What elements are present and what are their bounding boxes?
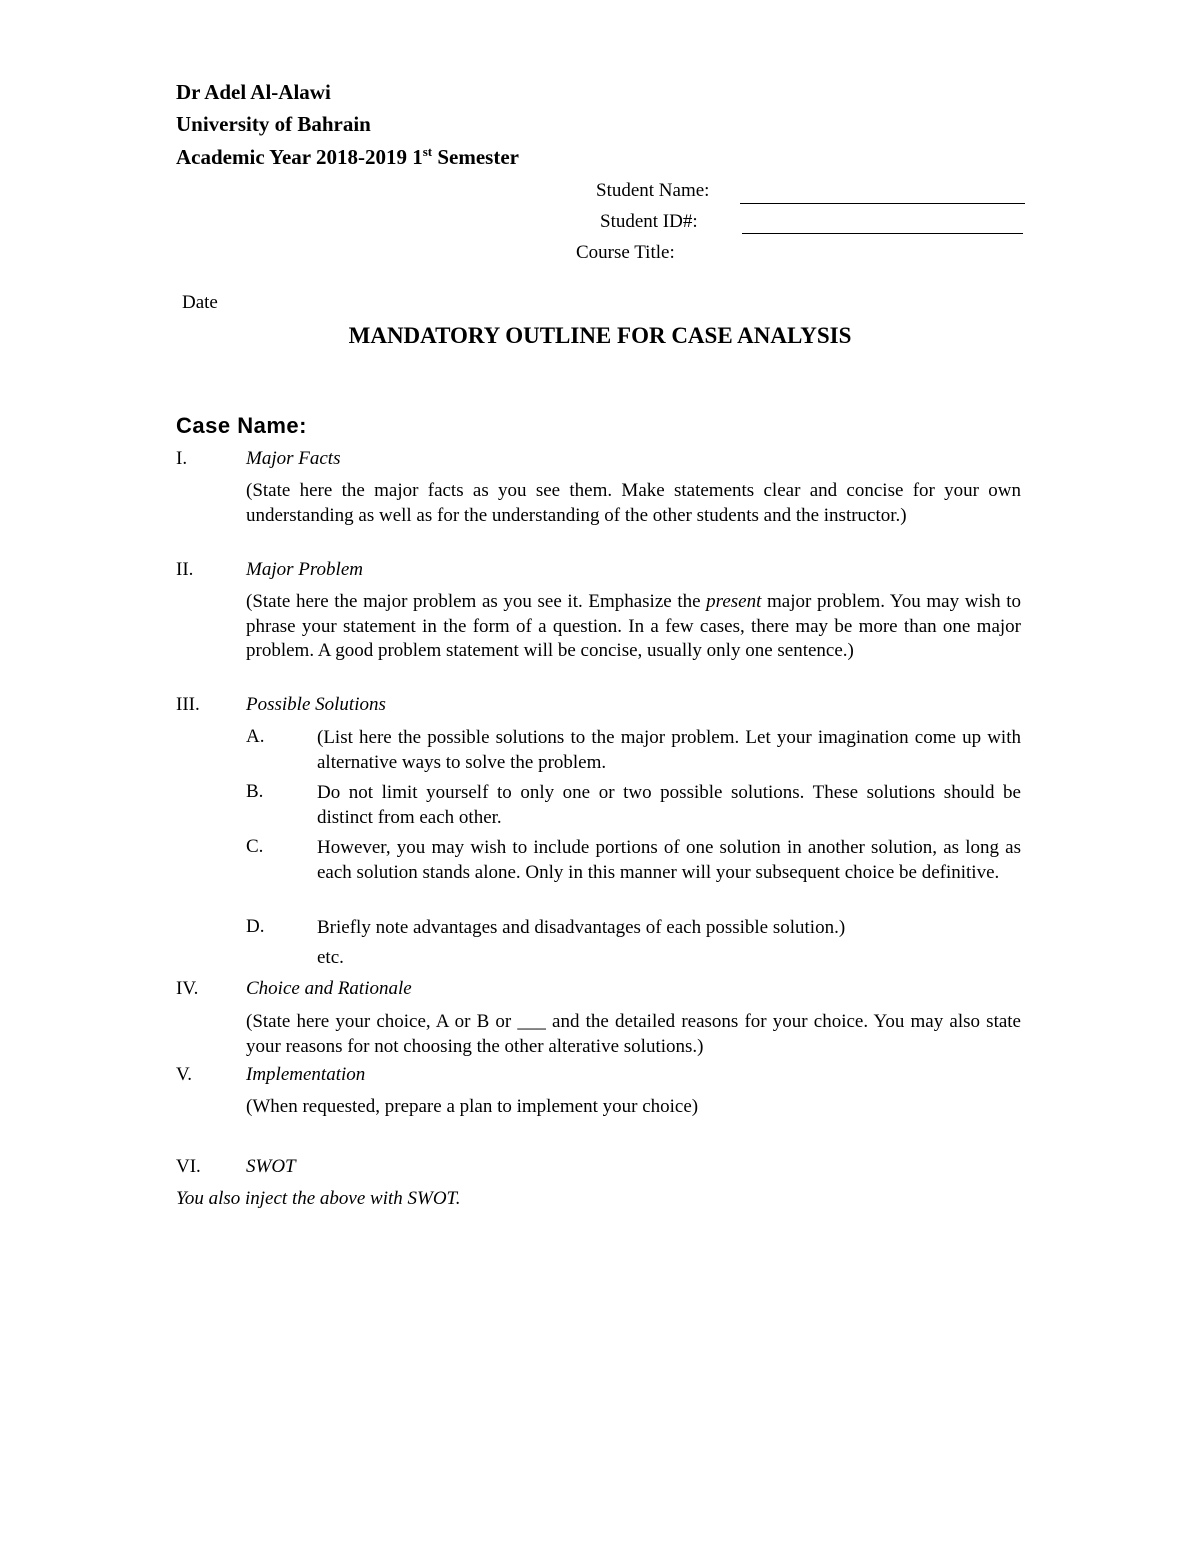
section-2-text-part-b: major problem. You may wish to phrase your statement in the form of a question. In a few cases, there may be more than one major problem. A good problem statement will be concise, usually only one sentence.) [246,591,1021,661]
student-id-line[interactable] [742,233,1023,234]
section-6-number: VI. [176,1156,201,1177]
section-1-text: (State here the major facts as you see them. Make statements clear and concise for your own understanding as well as for the understanding of the other students and the instructor.) [246,480,1021,526]
section-4-title: Choice and Rationale [246,978,412,999]
section-5-text: (When requested, prepare a plan to implement your choice) [246,1096,699,1117]
university-name: University of Bahrain [176,112,371,136]
case-name-label: Case Name: [176,413,307,438]
solution-b-label: B. [246,781,264,802]
section-2-title: Major Problem [246,559,363,580]
section-2-text-emphasis: present [706,591,762,612]
section-2-number: II. [176,559,194,580]
section-3-title: Possible Solutions [246,694,386,715]
solution-b-text: Do not limit yourself to only one or two possible solutions. These solutions should be distinct from each other. [317,782,1021,828]
solution-c-text: However, you may wish to include portions of one solution in another solution, as long as each solution stands alone. Only in this manner will your subsequent choice be definitive. [317,837,1021,883]
student-name-label: Student Name: [596,180,710,201]
solution-c-label: C. [246,836,264,857]
course-title-label: Course Title: [576,242,675,263]
section-6-title: SWOT [246,1156,296,1177]
student-id-label: Student ID#: [600,211,698,232]
page-title: MANDATORY OUTLINE FOR CASE ANALYSIS [348,323,852,348]
section-3-number: III. [176,694,200,715]
academic-year-text: Academic Year 2018-2019 1 [176,145,423,169]
swot-note: You also inject the above with SWOT. [176,1188,461,1209]
solution-a-text: (List here the possible solutions to the major problem. Let your imagination come up with alternative ways to solve the problem. [317,727,1021,773]
section-5-number: V. [176,1064,193,1085]
section-2-text [246,590,1021,664]
student-name-line[interactable] [740,203,1025,204]
solution-a-label: A. [246,726,265,747]
author-name: Dr Adel Al-Alawi [176,80,331,104]
solution-d-text: Briefly note advantages and disadvantages of each possible solution.) [317,917,846,938]
solution-d-label: D. [246,916,265,937]
section-5-title: Implementation [246,1064,366,1085]
academic-year-semester: Semester [432,145,519,169]
section-2-text-part-a: (State here the major problem as you see it. Emphasize the [246,591,707,612]
academic-year-sup: st [422,144,433,159]
section-1-number: I. [176,448,188,469]
section-1-title: Major Facts [246,448,341,469]
section-4-text: (State here your choice, A or B or ___ and the detailed reasons for your choice. You may also state your reasons for not choosing the other alterative solutions.) [246,1011,1021,1057]
date-label: Date [182,292,218,313]
solutions-etc: etc. [317,947,344,968]
academic-year [176,144,519,170]
section-4-number: IV. [176,978,199,999]
